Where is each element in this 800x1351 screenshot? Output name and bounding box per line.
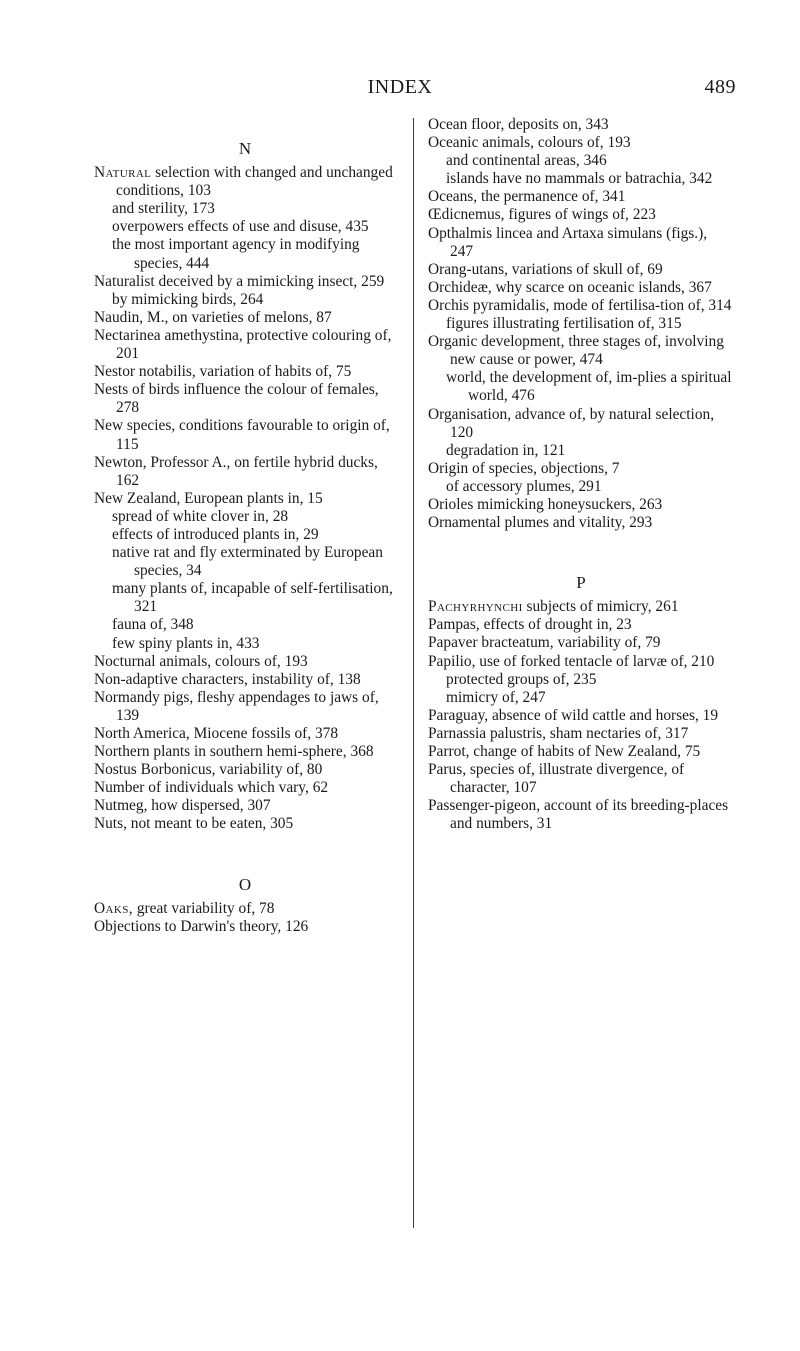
index-subentry [428,689,734,707]
index-subentry [94,635,396,653]
entry-text: few spiny plants in, 433 [112,634,260,652]
index-entry [428,598,734,616]
index-entry [94,900,396,918]
entry-text: Naturalist deceived by a mimicking insect, 259 [94,272,385,290]
index-entry [428,206,734,224]
index-entry [94,918,396,936]
entry-text: Nectarinea amethystina, protective colouring of, 201 [94,326,392,363]
index-subentry [94,508,396,526]
entry-text: figures illustrating fertilisation of, 315 [446,315,682,333]
entry-text: Non-adaptive characters, instability of, 138 [94,670,361,688]
entry-text: Nocturnal animals, colours of, 193 [94,652,308,670]
index-entry [94,797,396,815]
entry-text: Passenger-pigeon, account of its breeding-places and numbers, 31 [428,797,729,833]
section-gap [428,532,734,566]
entry-text: overpowers effects of use and disuse, 435 [112,218,369,236]
entry-text: selection with changed and unchanged conditions, 103 [116,164,393,200]
entry-text: Ocean floor, deposits on, 343 [428,116,609,133]
index-entry [94,327,396,363]
entry-text: Origin of species, objections, 7 [428,459,620,477]
section-letter: P [576,573,586,593]
index-entry [94,671,396,689]
entry-text: effects of introduced plants in, 29 [112,525,319,543]
index-entry [428,297,734,315]
index-subentry [94,580,396,616]
index-entry [94,779,396,797]
entry-text: Parnassia palustris, sham nectaries of, 317 [428,724,689,742]
entry-text: mimicry of, 247 [446,688,546,706]
index-entry [428,653,734,671]
entry-text: subjects of mimicry, 261 [522,598,679,616]
index-entry [428,261,734,279]
entry-text: Œdicnemus, figures of wings of, 223 [428,206,656,224]
index-entry [428,725,734,743]
entry-text: Parus, species of, illustrate divergence, of character, 107 [428,761,685,797]
entry-text: spread of white clover in, 28 [112,507,289,525]
index-entry [428,460,734,478]
index-entry [428,188,734,206]
index-entry [428,634,734,652]
entry-text: many plants of, incapable of self-fertilisation, 321 [112,580,393,616]
entry-text: Papaver bracteatum, variability of, 79 [428,634,661,652]
entry-text: North America, Miocene fossils of, 378 [94,725,339,742]
index-subentry [94,218,396,236]
entry-text: Normandy pigs, fleshy appendages to jaws of, 139 [94,688,379,724]
index-subentry [94,526,396,544]
column-divider [413,118,414,1228]
index-entry [428,279,734,297]
index-entry [94,417,396,453]
entry-text: Nutmeg, how dispersed, 307 [94,797,271,815]
index-entry [428,333,734,369]
index-column-right [428,116,734,833]
index-entry [94,653,396,671]
entry-text: Papilio, use of forked tentacle of larvæ of, 210 [428,652,715,670]
entry-text: Pampas, effects of drought in, 23 [428,616,632,634]
index-entry [428,406,734,442]
index-entry [94,273,396,291]
entry-text: Opthalmis lincea and Artaxa simulans (figs.), 247 [428,224,708,260]
index-subentry [428,170,734,188]
entry-headword: Pachyrhynchi [428,598,523,616]
entry-text: Organic development, three stages of, involving new cause or power, 474 [428,333,724,369]
index-subentry [94,544,396,580]
entry-headword: Oaks, [94,899,133,917]
index-subentry [94,200,396,218]
entry-text: New Zealand, European plants in, 15 [94,489,323,507]
page-number: 489 [704,76,736,98]
entry-text: Nestor notabilis, variation of habits of, 75 [94,363,352,381]
running-head-title: INDEX [367,76,433,98]
entry-text: native rat and fly exterminated by European species, 34 [112,544,383,580]
index-subentry [94,236,396,272]
entry-text: islands have no mammals or batrachia, 342 [446,170,713,188]
entry-text: and sterility, 173 [112,200,215,218]
index-entry [94,309,396,327]
index-entry [428,616,734,634]
entry-text: Oceans, the permanence of, 341 [428,188,626,206]
index-entry [94,381,396,417]
index-entry [94,761,396,779]
entry-text: Orang-utans, variations of skull of, 69 [428,260,663,278]
index-subentry [428,369,734,405]
entry-text: Orchis pyramidalis, mode of fertilisa-tion of, 314 [428,296,732,314]
entry-text: protected groups of, 235 [446,670,597,688]
entry-text: New species, conditions favourable to origin of, 115 [94,417,390,453]
index-entry [428,134,734,152]
entry-text: Nostus Borbonicus, variability of, 80 [94,761,323,779]
index-entry [428,743,734,761]
index-entry [94,725,396,743]
entry-text: Parrot, change of habits of New Zealand, 75 [428,743,701,760]
index-subentry [94,291,396,309]
entry-text: Objections to Darwin's theory, 126 [94,917,309,935]
index-entry [94,743,396,761]
entry-text: Orioles mimicking honeysuckers, 263 [428,495,663,513]
index-entry [94,164,396,200]
entry-text: Nuts, not meant to be eaten, 305 [94,815,294,833]
entry-text: Number of individuals which vary, 62 [94,779,329,797]
index-column-left [94,116,396,936]
entry-text: Orchideæ, why scarce on oceanic islands, 367 [428,278,712,296]
entry-text: Naudin, M., on varieties of melons, 87 [94,308,332,326]
index-entry [94,363,396,381]
entry-text: by mimicking birds, 264 [112,290,264,308]
index-subentry [428,442,734,460]
index-subentry [94,616,396,634]
index-entry [94,815,396,833]
entry-text: great variability of, 78 [132,899,275,917]
entry-text: and continental areas, 346 [446,152,607,170]
index-entry [428,514,734,532]
index-entry [94,454,396,490]
index-subentry [428,315,734,333]
entry-text: Oceanic animals, colours of, 193 [428,134,631,152]
index-entry [94,490,396,508]
entry-headword: Natural [94,164,152,182]
section-gap [94,834,396,868]
entry-text: the most important agency in modifying species, 444 [112,236,360,272]
entry-text: of accessory plumes, 291 [446,477,602,495]
running-head [0,76,800,102]
entry-text: Northern plants in southern hemi-sphere, 368 [94,743,374,761]
index-entry [428,761,734,797]
index-entry [94,689,396,725]
section-letter: N [238,139,252,158]
entry-text: Paraguay, absence of wild cattle and horses, 19 [428,706,719,724]
entry-text: Organisation, advance of, by natural selection, 120 [428,405,715,441]
entry-text: Nests of birds influence the colour of females, 278 [94,381,379,417]
index-subentry [428,478,734,496]
entry-text: Newton, Professor A., on fertile hybrid ducks, 162 [94,453,378,489]
index-entry [428,116,734,134]
index-subentry [428,152,734,170]
entry-text: fauna of, 348 [112,616,194,634]
index-entry [428,707,734,725]
entry-text: Ornamental plumes and vitality, 293 [428,514,653,532]
entry-text: degradation in, 121 [446,441,566,459]
index-entry [428,496,734,514]
index-subentry [428,671,734,689]
section-letter: O [238,874,252,894]
entry-text: world, the development of, im-plies a spiritual world, 476 [446,369,732,405]
index-entry [428,225,734,261]
index-entry [428,797,734,833]
